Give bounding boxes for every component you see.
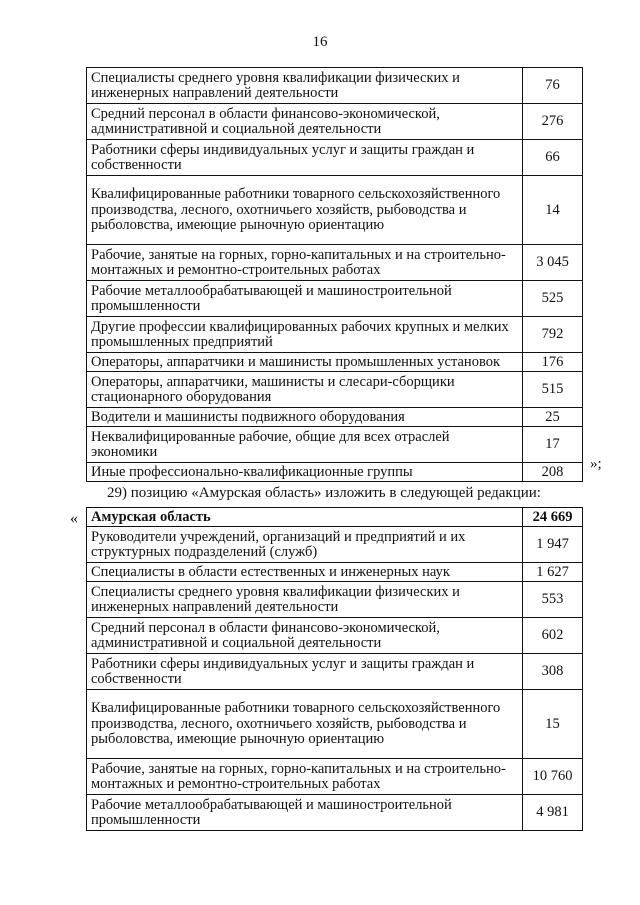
table-row xyxy=(87,427,583,463)
row-value: 308 xyxy=(523,654,583,690)
row-label: Рабочие металлообрабатывающей и машиностроительной промышленности xyxy=(87,795,523,831)
table-row xyxy=(87,140,583,176)
row-label: Иные профессионально-квалификационные группы xyxy=(87,463,523,482)
table-row xyxy=(87,353,583,372)
row-label: Специалисты среднего уровня квалификации физических и инженерных направлений деятельности xyxy=(87,582,523,618)
row-value: 17 xyxy=(523,427,583,463)
amendment-paragraph: 29) позицию «Амурская область» изложить в следующей редакции: xyxy=(107,485,541,501)
table-row xyxy=(87,281,583,317)
row-value: 1 947 xyxy=(523,527,583,563)
table-row xyxy=(87,759,583,795)
region-name: Амурская область xyxy=(87,508,523,527)
row-label: Средний персонал в области финансово-экономической, административной и социальной деятельности xyxy=(87,104,523,140)
row-label: Водители и машинисты подвижного оборудования xyxy=(87,408,523,427)
row-label: Руководители учреждений, организаций и предприятий и их структурных подразделений (служб) xyxy=(87,527,523,563)
row-label: Неквалифицированные рабочие, общие для всех отраслей экономики xyxy=(87,427,523,463)
row-value: 515 xyxy=(523,372,583,408)
region-total: 24 669 xyxy=(523,508,583,527)
row-label: Квалифицированные работники товарного сельскохозяйственного производства, лесного, охотничьего хозяйств, рыбоводства и рыболовства, имеющие рыночную ориентацию xyxy=(87,690,523,759)
row-value: 14 xyxy=(523,176,583,245)
table-row xyxy=(87,104,583,140)
row-value: 208 xyxy=(523,463,583,482)
row-value: 176 xyxy=(523,353,583,372)
row-value: 525 xyxy=(523,281,583,317)
row-label: Специалисты в области естественных и инженерных наук xyxy=(87,563,523,582)
row-label: Рабочие металлообрабатывающей и машиностроительной промышленности xyxy=(87,281,523,317)
table-row xyxy=(87,463,583,482)
row-value: 76 xyxy=(523,68,583,104)
row-value: 602 xyxy=(523,618,583,654)
table-row xyxy=(87,408,583,427)
table-row xyxy=(87,317,583,353)
row-label: Операторы, аппаратчики, машинисты и слесари-сборщики стационарного оборудования xyxy=(87,372,523,408)
row-value: 276 xyxy=(523,104,583,140)
table-row xyxy=(87,527,583,563)
row-label: Работники сферы индивидуальных услуг и защиты граждан и собственности xyxy=(87,140,523,176)
row-value: 15 xyxy=(523,690,583,759)
row-label: Средний персонал в области финансово-экономической, административной и социальной деятельности xyxy=(87,618,523,654)
page-number: 16 xyxy=(312,34,328,50)
table-row xyxy=(87,690,583,759)
table-row xyxy=(87,372,583,408)
row-value: 10 760 xyxy=(523,759,583,795)
row-value: 553 xyxy=(523,582,583,618)
row-label: Работники сферы индивидуальных услуг и защиты граждан и собственности xyxy=(87,654,523,690)
table-row xyxy=(87,563,583,582)
row-label: Другие профессии квалифицированных рабочих крупных и мелких промышленных предприятий xyxy=(87,317,523,353)
table-row xyxy=(87,245,583,281)
row-value: 3 045 xyxy=(523,245,583,281)
table-row xyxy=(87,654,583,690)
row-label: Квалифицированные работники товарного сельскохозяйственного производства, лесного, охотничьего хозяйств, рыбоводства и рыболовства, имеющие рыночную ориентацию xyxy=(87,176,523,245)
table-row xyxy=(87,618,583,654)
closing-quote-mark: »; xyxy=(590,456,602,472)
row-label: Рабочие, занятые на горных, горно-капитальных и на строительно-монтажных и ремонтно-строительных работах xyxy=(87,759,523,795)
row-label: Рабочие, занятые на горных, горно-капитальных и на строительно-монтажных и ремонтно-строительных работах xyxy=(87,245,523,281)
opening-quote-mark: « xyxy=(70,510,78,527)
occupation-table-previous xyxy=(86,67,583,482)
row-value: 792 xyxy=(523,317,583,353)
table-row xyxy=(87,68,583,104)
table-row xyxy=(87,176,583,245)
table-row xyxy=(87,795,583,831)
amur-region-table xyxy=(86,507,583,831)
row-label: Операторы, аппаратчики и машинисты промышленных установок xyxy=(87,353,523,372)
table-row xyxy=(87,582,583,618)
row-value: 25 xyxy=(523,408,583,427)
row-value: 4 981 xyxy=(523,795,583,831)
row-value: 1 627 xyxy=(523,563,583,582)
row-value: 66 xyxy=(523,140,583,176)
table-header-row xyxy=(87,508,583,527)
row-label: Специалисты среднего уровня квалификации физических и инженерных направлений деятельности xyxy=(87,68,523,104)
